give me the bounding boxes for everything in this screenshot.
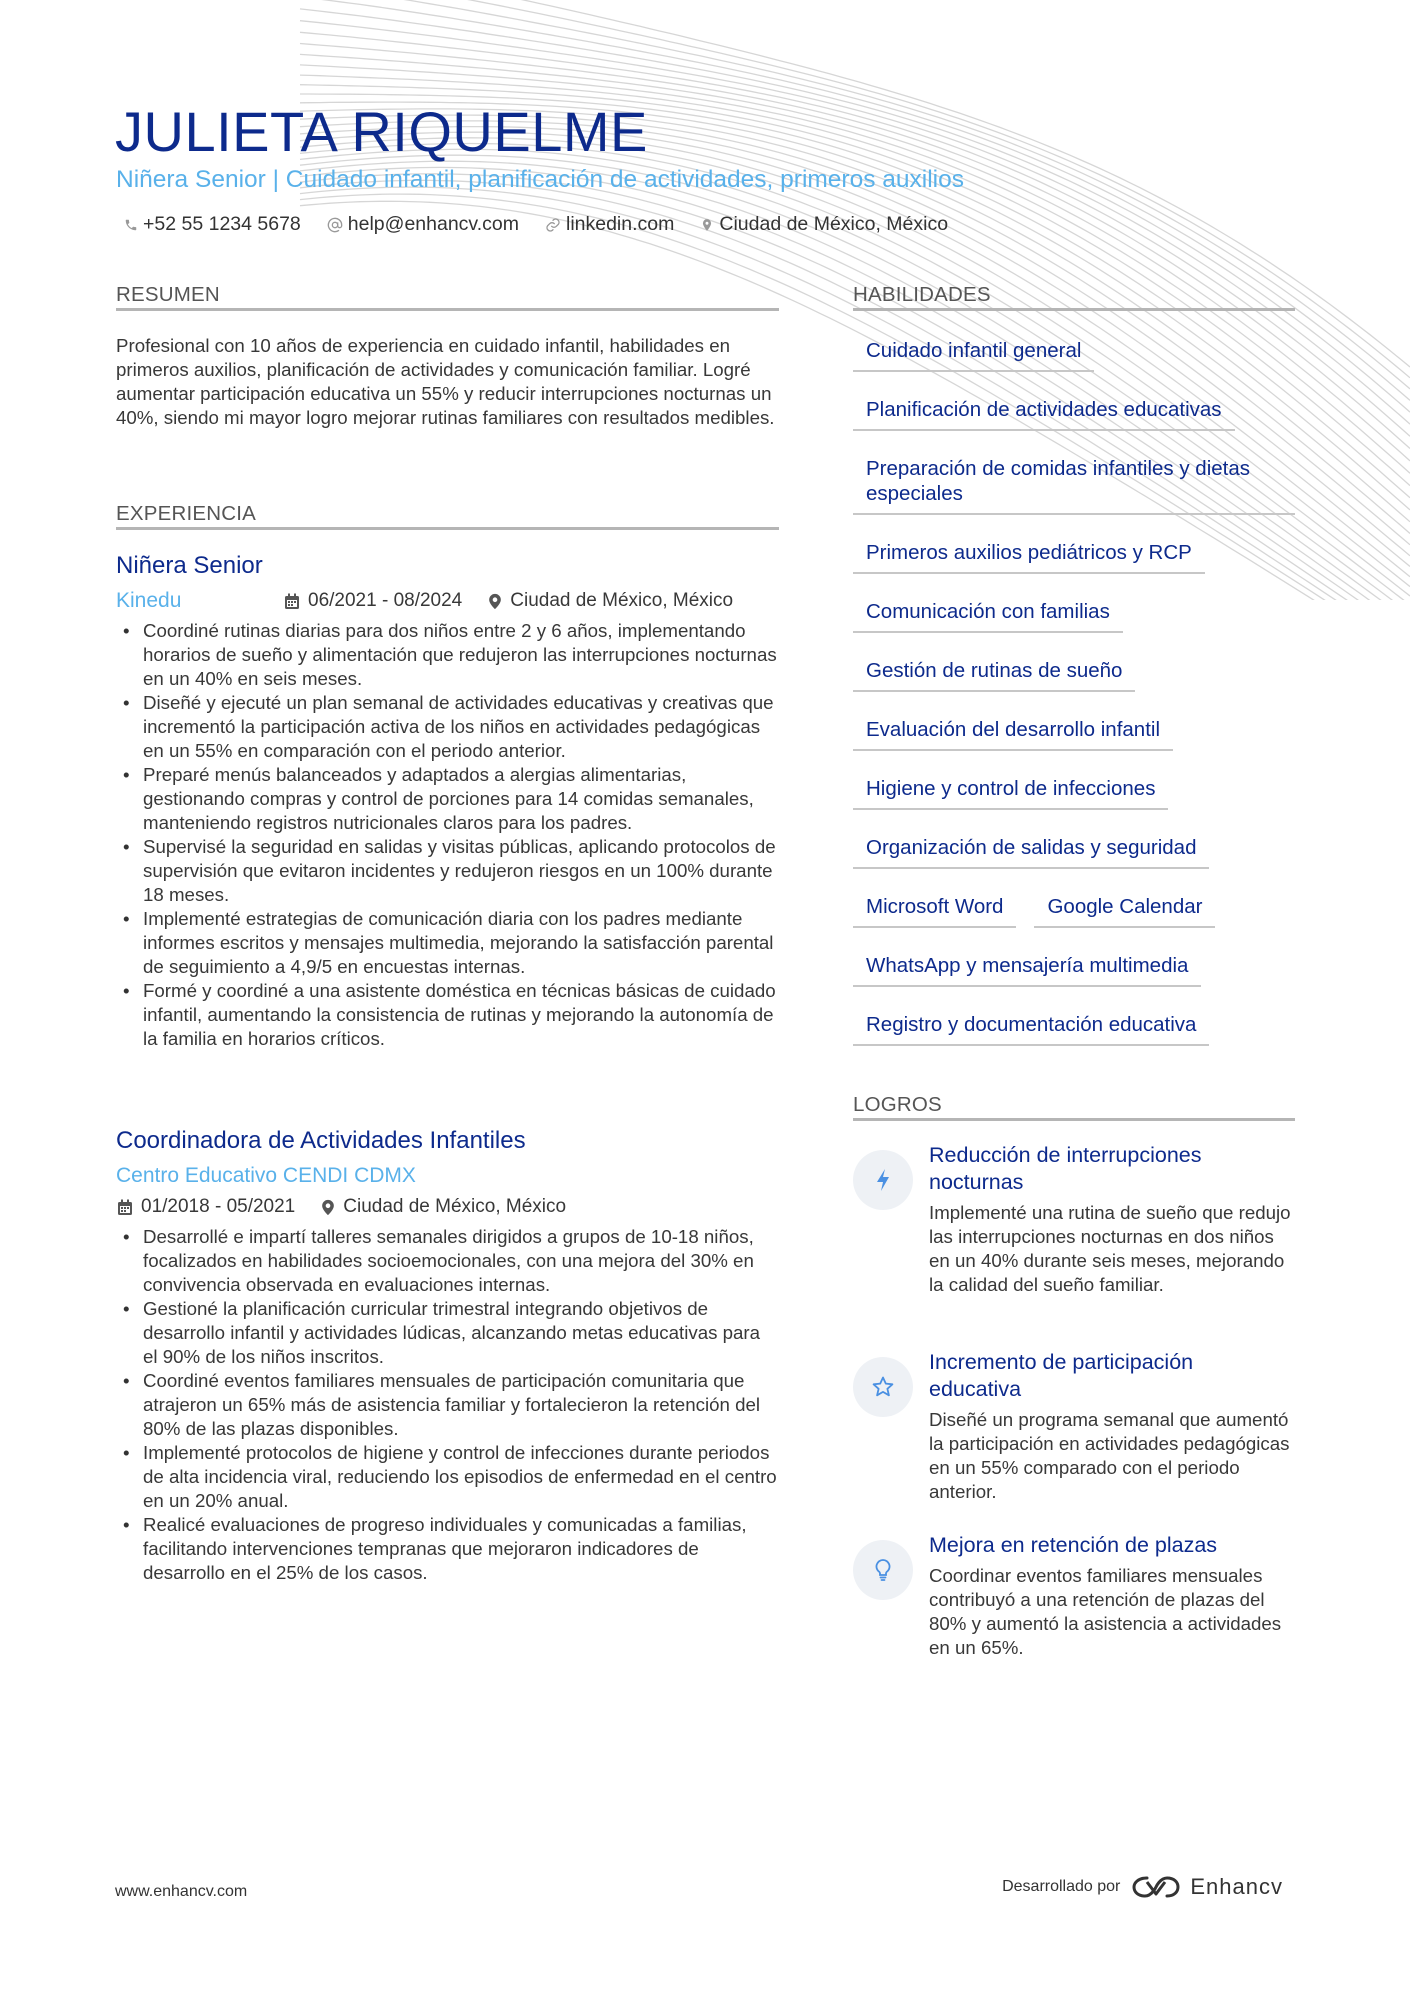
skill-tag: WhatsApp y mensajería multimedia: [853, 947, 1201, 987]
contact-linkedin-text: linkedin.com: [565, 213, 675, 235]
job-bullet: • Realicé evaluaciones de progreso individuales y comunicadas a familias, facilitando intervenciones tempranas que mejoraron indicadores de desarrollo en el 25% de los casos.: [116, 1513, 779, 1585]
location-pin-icon: [488, 593, 502, 610]
footer-website[interactable]: www.enhancv.com: [115, 1883, 248, 1900]
achievement-icon-circle: [853, 1150, 913, 1210]
job-bullet: • Formé y coordiné a una asistente doméstica en técnicas básicas de cuidado infantil, aumentando la consistencia de rutinas y mejorando la autonomía de la familia en horarios críticos.: [116, 979, 779, 1051]
location-pin-icon: [700, 217, 714, 233]
skill-tag: Gestión de rutinas de sueño: [853, 652, 1135, 692]
job-title: Coordinadora de Actividades Infantiles: [116, 1127, 526, 1154]
achievement-icon-circle: [853, 1357, 913, 1417]
at-icon: [327, 217, 343, 233]
achievements-section-title: LOGROS: [853, 1093, 1295, 1121]
skill-tag: Registro y documentación educativa: [853, 1006, 1209, 1046]
skill-tag: Preparación de comidas infantiles y dietas especiales: [853, 450, 1295, 515]
candidate-name: JULIETA RIQUELME: [115, 100, 648, 163]
contact-email-text: help@enhancv.com: [347, 213, 519, 235]
contact-bar: [124, 213, 974, 236]
skill-tag: Primeros auxilios pediátricos y RCP: [853, 534, 1205, 574]
location-pin-icon: [321, 1199, 335, 1216]
achievement-description: Implementé una rutina de sueño que redujo las interrupciones nocturnas en dos niños en un 40% durante seis meses, mejorando la calidad del sueño familiar.: [929, 1202, 1291, 1295]
skill-tag: Planificación de actividades educativas: [853, 391, 1235, 431]
achievement-title: Reducción de interrupciones nocturnas: [929, 1143, 1202, 1194]
company-name: Centro Educativo CENDI CDMX: [116, 1164, 416, 1187]
lightbulb-icon: [874, 1558, 892, 1582]
job-bullets: [116, 1225, 779, 1585]
lightning-bolt-icon: [874, 1168, 892, 1192]
star-icon: [871, 1375, 895, 1399]
phone-icon: [124, 218, 138, 232]
job-bullet: • Coordiné rutinas diarias para dos niños entre 2 y 6 años, implementando horarios de sueño y alimentación que redujeron las interrupciones nocturnas en un 40% en seis meses.: [116, 619, 779, 691]
job-bullet: • Implementé estrategias de comunicación diaria con los padres mediante informes escritos y mensajes multimedia, mejorando la satisfacción parental de seguimiento a 4,9/5 en encuestas internas.: [116, 907, 779, 979]
achievement-title: Incremento de participación educativa: [929, 1350, 1194, 1401]
job-dates: 06/2021 - 08/2024: [308, 590, 463, 611]
footer-branding: [1002, 1874, 1283, 1900]
powered-by-label: Desarrollado por: [1002, 1878, 1121, 1895]
contact-phone-text: +52 55 1234 5678: [143, 213, 301, 235]
skill-tag: Evaluación del desarrollo infantil: [853, 711, 1173, 751]
link-icon: [545, 217, 561, 233]
achievement-icon-circle: [853, 1540, 913, 1600]
contact-linkedin[interactable]: [545, 213, 674, 236]
job-bullet: • Desarrollé e impartí talleres semanales dirigidos a grupos de 10-18 niños, focalizados en habilidades socioemocionales, con una mejora del 30% en convivencia observada en evaluaciones internas.: [116, 1225, 779, 1297]
job-bullet: • Implementé protocolos de higiene y control de infecciones durante periodos de alta incidencia viral, reduciendo los episodios de enfermedad en el centro en un 20% anual.: [116, 1441, 779, 1513]
skill-tag: Organización de salidas y seguridad: [853, 829, 1209, 869]
achievement-description: Diseñé un programa semanal que aumentó la participación en actividades pedagógicas en un 55% comparado con el periodo anterior.: [929, 1409, 1290, 1502]
summary-section-title: RESUMEN: [116, 283, 779, 311]
achievement-title: Mejora en retención de plazas: [929, 1533, 1218, 1557]
summary-text: Profesional con 10 años de experiencia en cuidado infantil, habilidades en primeros auxilios, planificación de actividades y comunicación familiar. Logré aumentar participación educativa un 55% y reducir interrupciones nocturnas un 40%, siendo mi mayor logro mejorar rutinas familiares con resultados medibles.: [116, 335, 775, 428]
brand-name: Enhancv: [1190, 1874, 1283, 1899]
job-meta: [284, 590, 733, 612]
job-bullet: • Supervisé la seguridad en salidas y visitas públicas, aplicando protocolos de supervisión que evitaron incidentes y redujeron riesgos en un 100% durante 18 meses.: [116, 835, 779, 907]
skill-tag: Microsoft Word: [853, 888, 1016, 928]
job-location: Ciudad de México, México: [343, 1196, 567, 1217]
job-bullet: • Diseñé y ejecuté un plan semanal de actividades educativas y creativas que incrementó la participación activa de los niños en actividades pedagógicas en un 55% en comparación con el periodo anterior.: [116, 691, 779, 763]
contact-email[interactable]: [327, 213, 519, 236]
contact-phone[interactable]: [124, 213, 301, 236]
wave-line: [300, 0, 1410, 389]
contact-location: [700, 213, 948, 236]
calendar-icon: [284, 593, 300, 610]
job-bullets: [116, 619, 779, 1051]
skill-tag: Google Calendar: [1034, 888, 1215, 928]
company-name: Kinedu: [116, 589, 182, 612]
enhancv-logo-icon: [1132, 1874, 1180, 1900]
achievement-description: Coordinar eventos familiares mensuales contribuyó a una retención de plazas del 80% y aumentó la asistencia a actividades en un 65%.: [929, 1565, 1282, 1658]
skill-tag: Comunicación con familias: [853, 593, 1123, 633]
job-dates: 01/2018 - 05/2021: [141, 1196, 296, 1217]
skills-section-title: HABILIDADES: [853, 283, 1295, 311]
skill-tag: Higiene y control de infecciones: [853, 770, 1168, 810]
job-location: Ciudad de México, México: [510, 590, 734, 611]
job-title: Niñera Senior: [116, 552, 263, 579]
job-bullet: • Preparé menús balanceados y adaptados a alergias alimentarias, gestionando compras y control de porciones para 14 comidas semanales, manteniendo registros nutricionales claros para los padres.: [116, 763, 779, 835]
experience-section-title: EXPERIENCIA: [116, 502, 779, 530]
skill-tag: Cuidado infantil general: [853, 332, 1094, 372]
job-bullet: • Gestioné la planificación curricular trimestral integrando objetivos de desarrollo infantil y actividades lúdicas, alcanzando metas educativas para el 90% de los niños inscritos.: [116, 1297, 779, 1369]
calendar-icon: [117, 1199, 133, 1216]
job-meta: [117, 1196, 566, 1218]
skills-list: [853, 332, 1295, 1065]
headline: Niñera Senior | Cuidado infantil, planificación de actividades, primeros auxilios: [116, 166, 964, 193]
contact-location-text: Ciudad de México, México: [719, 213, 949, 235]
job-bullet: • Coordiné eventos familiares mensuales de participación comunitaria que atrajeron un 65% más de asistencia familiar y fortalecieron la retención del 80% de las plazas disponibles.: [116, 1369, 779, 1441]
